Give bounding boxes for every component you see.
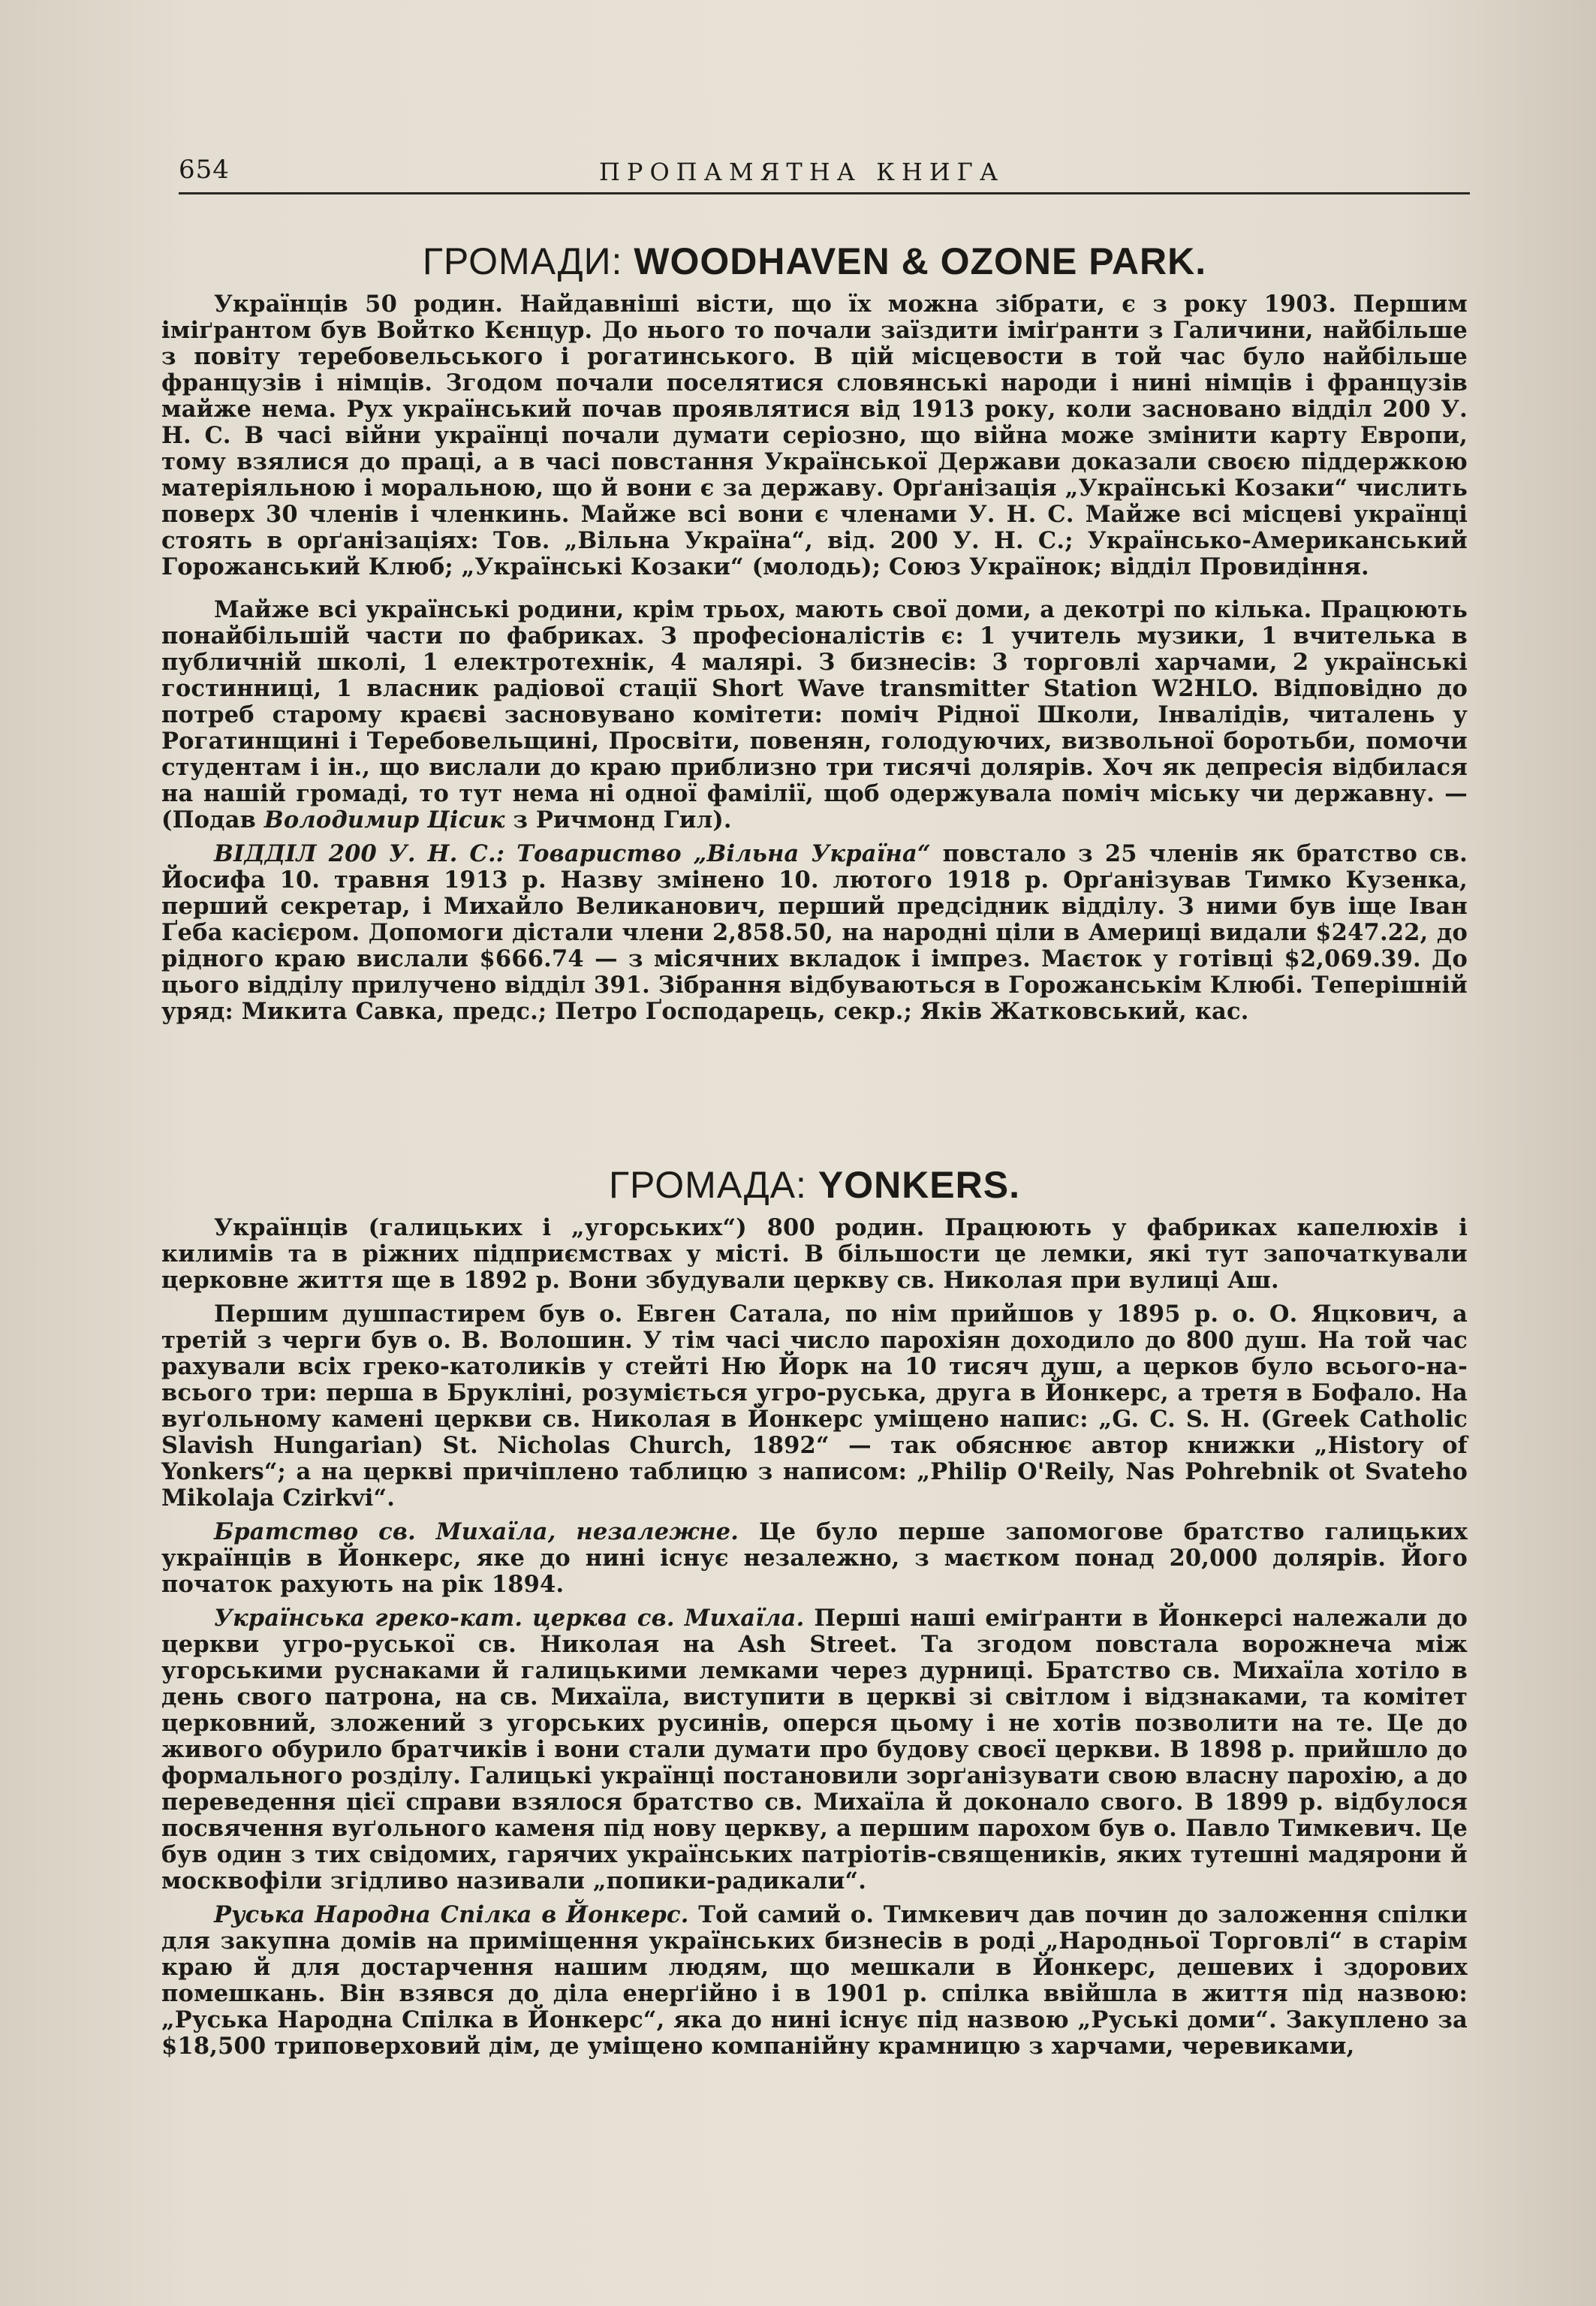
paragraph-lead: ВІДДІЛ 200 У. Н. С.: Товариство „Вільна Україна“ — [214, 840, 931, 867]
running-title: ПРОПАМЯТНА КНИГА — [599, 158, 1005, 186]
page-header — [179, 147, 1470, 194]
section-woodhaven — [161, 239, 1468, 1025]
paragraph: ВІДДІЛ 200 У. Н. С.: Товариство „Вільна Україна“ повстало з 25 членів як братство св. Йосифа 10. травня 1913 р. Назву змінено 10. лютого 1918 р. Орґанізував Тимко Кузенка, перший секретар, і Михайло Великанович, перший предсідник відділу. З ними був іще Іван Ґеба касієром. Допомоги дістали члени 2,858.50, на народні ціли в Америці видали $247.22, до рідного краю вислали $666.74 — з місячних вкладок і імпрез. Маєток у готівці $2,069.39. До цього відділу прилучено відділ 391. Зібрання відбуваються в Горожанськім Клюбі. Теперішній уряд: Микита Савка, предс.; Петро Ґосподарець, секр.; Яків Жатковський, кас. — [161, 840, 1468, 1025]
paragraph-lead: Руська Народна Спілка в Йонкерс. — [214, 1901, 689, 1928]
section-yonkers — [161, 1162, 1468, 2060]
paragraph-lead: Братство св. Михаїла, незалежне. — [214, 1518, 739, 1545]
section-heading: ГРОМАДИ: WOODHAVEN & OZONE PARK. — [422, 240, 1207, 282]
paragraph: Українців 50 родин. Найдавніші вісти, що їх можна зібрати, є з року 1903. Першим іміґрантом був Войтко Кєнцур. До нього то почали заїздити іміґранти з Галичини, найбільше з повіту теребовельського і рогатинського. В цій місцевости в той час було найбільше французів і німців. Згодом почали поселятися словянські народи і нині німців і французів майже нема. Рух український почав проявлятися від 1913 року, коли засновано відділ 200 У. Н. С. В часі війни українці почали думати серіозно, що війна може змінити карту Европи, тому взялися до праці, а в часі повстання Української Держави доказали своєю піддержкою матеріяльною і моральною, що й вони є за державу. Орґанізація „Українські Козаки“ числить поверх 30 членів і членкинь. Майже всі вони є членами У. Н. С. Майже всі місцеві українці стоять в орґанізаціях: Тов. „Вільна Україна“, від. 200 У. Н. С.; Українсько-Американський Горожанський Клюб; „Українські Козаки“ (молодь); Союз Українок; відділ Провидіння. — [161, 291, 1468, 580]
paragraph-lead: Українська греко-кат. церква св. Михаїла. — [214, 1605, 805, 1632]
paragraph: Першим душпастирем був о. Евген Сатала, по нім прийшов у 1895 р. о. О. Яцкович, а третій з черги був о. В. Волошин. У тім часі число парохіян доходило до 800 душ. На той час рахували всіх греко-католиків у стейті Ню Йорк на 10 тисяч душ, а церков було всього-на-всього три: перша в Брукліні, розуміється угро-руська, друга в Йонкерс, а третя в Бофало. На вуґольному камені церкви св. Николая в Йонкерс уміщено напис: „G. C. S. H. (Greek Catholic Slavish Hungarian) St. Nicholas Church, 1892“ — так обяснює автор книжки „History of Yonkers“; а на церкві причіплено таблицю з написом: „Philip O'Reily, Nas Pohrebnik ot Svateho Mikolaja Czirkvi“. — [161, 1301, 1468, 1512]
paragraph: Українська греко-кат. церква св. Михаїла. Перші наші еміґранти в Йонкерсі належали до церкви угро-руської св. Николая на Ash Street. Та згодом повстала ворожнеча між угорськими руснаками й галицькими лемками через дурниці. Братство св. Михаїла хотіло в день свого патрона, на св. Михаїла, виступити в церкві зі світлом і відзнаками, та комітет церковний, зложений з угорських русинів, оперся цьому і не хотів позволити на те. Це до живого обурило братчиків і вони стали думати про будову своєї церкви. В 1898 р. прийшло до формального розділу. Галицькі українці постановили зорґанізувати свою власну парохію, а до переведення цієї справи взялося братство св. Михаїла й доконало свого. В 1899 р. відбулося посвячення вуґольного каменя під нову церкву, а першим парохом був о. Павло Тимкевич. Це був один з тих свідомих, гарячих українських патріотів-священиків, яких тутешні мадярони й москвофіли згідливо називали „попики-радикали“. — [161, 1605, 1468, 1895]
paragraph: Братство св. Михаїла, незалежне. Це було перше запомогове братство галицьких українців в Йонкерс, яке до нині існує незалежно, з маєтком понад 20,000 долярів. Його початок рахують на рік 1894. — [161, 1518, 1468, 1598]
paragraph: Руська Народна Спілка в Йонкерс. Той самий о. Тимкевич дав почин до заложення спілки для закупна домів на приміщення українських бизнесів в роді „Народньої Торговлі“ в старім краю й для достарчення нашим людям, що мешкали в Йонкерс, дешевих і здорових помешкань. Він взявся до діла енерґійно і в 1901 р. спілка ввійшла в життя під назвою: „Руська Народна Спілка в Йонкерс“, яка до нині існує під назвою „Руські доми“. Закуплено за $18,500 триповерховий дім, де уміщено компанійну крамницю з харчами, черевиками, — [161, 1901, 1468, 2060]
paragraph: Майже всі українські родини, крім трьох, мають свої доми, а декотрі по кілька. Працюють понайбільшій части по фабриках. З професіоналістів є: 1 учитель музики, 1 вчителька в публичній школі, 1 електротехнік, 4 малярі. З бизнесів: 3 торговлі харчами, 2 українські гостинниці, 1 власник радіової стації Short Wave transmitter Station W2HLO. Відповідно до потреб старому краєві засновувано комітети: поміч Рідної Школи, Інвалідів, читалень у Рогатинщині і Теребовельщині, Просвіти, повенян, голодуючих, визвольної боротьби, помочи студентам і ін., що вислали до краю приблизно три тисячі долярів. Хоч як депресія відбилася на нашій громаді, то тут нема ні одної фамілії, щоб одержувала поміч міську чи державну. — (Подав Володимир Цісик з Ричмонд Гил). — [161, 596, 1468, 833]
author-name: Володимир Цісик — [263, 806, 505, 833]
paragraph: Українців (галицьких і „угорських“) 800 родин. Працюють у фабриках капелюхів і килимів та в ріжних підприємствах у місті. В більшости це лемки, які тут започаткували церковне життя ще в 1892 р. Вони збудували церкву св. Николая при вулиці Аш. — [161, 1214, 1468, 1294]
page-number: 654 — [179, 155, 230, 185]
section-heading: ГРОМАДА: YONKERS. — [608, 1164, 1021, 1206]
